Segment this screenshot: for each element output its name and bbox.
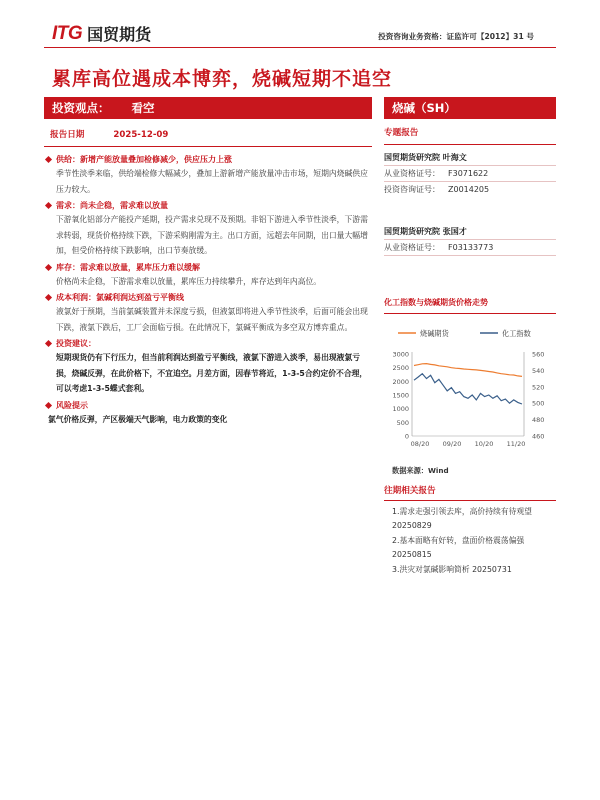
y-right-tick-label: 540: [532, 366, 545, 375]
section-title-demand: 需求：尚未企稳，需求难以放量: [44, 199, 370, 212]
price-chart: [384, 322, 556, 462]
section-body-risk: 氯气价格反弹，产区极端天气影响，电力政策的变化: [48, 414, 228, 424]
logo-mark: ITG: [52, 22, 83, 44]
legend-label-1: 烧碱期货: [420, 329, 449, 338]
y-left-tick-label: 3000: [392, 350, 409, 359]
chart-title-divider: [384, 313, 556, 314]
analyst-block-2: [384, 224, 556, 256]
past-reports: [384, 484, 556, 579]
y-left-tick-label: 1500: [392, 391, 409, 400]
y-right-tick-label: 560: [532, 350, 545, 359]
analyst-name: 国贸期货研究院 叶海文: [384, 153, 467, 162]
diamond-bullet-icon: [45, 156, 52, 163]
past-report-item[interactable]: 2.基本面略有好转，盘面价格震荡偏强 20250815: [392, 536, 525, 559]
section-title-cost-profit: 成本利润：氯碱利润达到盈亏平衡线: [44, 291, 370, 304]
analysis-content: [44, 153, 370, 429]
viewpoint-label: 投资观点：: [52, 101, 110, 115]
x-tick-label: 08/20: [410, 440, 430, 448]
analyst-block-1: [384, 150, 556, 197]
header-divider: [44, 47, 556, 48]
diamond-bullet-icon: [45, 401, 52, 408]
analyst-cert: 从业资格证号： F3071622: [384, 169, 489, 178]
section-body-supply: 季节性淡季来临，供给端检修大幅减少，叠加上游新增产能放量冲击市场，短期内烧碱供应压力较大。: [56, 169, 368, 194]
x-tick-label: 10/20: [474, 440, 494, 448]
y-left-tick-label: 1000: [392, 405, 409, 414]
diamond-bullet-icon: [45, 294, 52, 301]
special-report-divider: [384, 144, 556, 145]
report-date-label: 报告日期: [50, 130, 85, 140]
analyst-cert: 投资咨询证号： Z0014205: [384, 185, 490, 194]
date-divider: [44, 146, 372, 147]
section-body-inventory: 价格尚未企稳，下游需求难以放量，累库压力持续攀升，库存达到年内高位。: [56, 276, 322, 286]
y-right-tick-label: 500: [532, 399, 545, 408]
y-right-tick-label: 460: [532, 432, 545, 441]
series-line-2: [414, 374, 522, 404]
product-name: 烧碱（SH）: [392, 101, 456, 115]
past-report-item[interactable]: 1.需求走强引领去库，高价持续有待观望 20250829: [392, 507, 532, 530]
special-report-header: [384, 126, 556, 145]
diamond-bullet-icon: [45, 340, 52, 347]
viewpoint-bar: [44, 97, 372, 119]
section-body-demand: 下游氧化铝部分产能投产延期，投产需求兑现不及预期。非铝下游进入季节性淡季，下游需求转弱，现货价格持续下跌，下游采购刚需为主。出口方面，远超去年同期，出口量大幅增加，但受价格持续下跌影响，出口节奏放缓。: [56, 215, 368, 255]
diamond-bullet-icon: [45, 202, 52, 209]
product-bar: [384, 97, 556, 119]
section-title-supply: 供给：新增产能放量叠加检修减少，供应压力上涨: [44, 153, 370, 166]
y-left-tick-label: 2000: [392, 377, 409, 386]
report-date: [50, 128, 168, 140]
chart-header: [384, 297, 556, 314]
y-left-tick-label: 500: [396, 418, 409, 427]
chart-title: 化工指数与烧碱期货价格走势: [384, 298, 488, 307]
section-title-advice: 投资建议：: [44, 337, 370, 350]
chart-source: 数据来源：Wind: [392, 466, 449, 475]
series-line-1: [414, 364, 522, 377]
page-header: [0, 0, 600, 48]
y-left-tick-label: 2500: [392, 364, 409, 373]
past-reports-title: 往期相关报告: [384, 486, 436, 496]
logo-text: 国贸期货: [87, 25, 152, 44]
section-body-advice: 短期现货仍有下行压力，但当前利润达到盈亏平衡线，液氯下游进入淡季，易出现液氯亏损，烧碱反弹，在此价格下，不宜追空。月差方面，因春节将近，1-3-5合约定价不合理，可以考虑1-3-5蝶式套利。: [56, 353, 368, 393]
legend-label-2: 化工指数: [502, 329, 531, 338]
logo: [52, 22, 151, 45]
section-body-cost-profit: 液氯好于预期，当前氯碱装置并未深度亏损，但液氯即将进入季节性淡季，后面可能会出现下跌，液氯下跌后，工厂会面临亏损。在此情况下，氯碱平衡成为多空双方博弈重点。: [56, 307, 368, 332]
analyst-divider: [384, 255, 556, 256]
y-right-tick-label: 520: [532, 383, 545, 392]
y-right-tick-label: 480: [532, 416, 545, 425]
special-report-title: 专题报告: [384, 128, 419, 138]
y-left-tick-label: 0: [404, 432, 409, 441]
past-report-item[interactable]: 3.洪灾对氯碱影响简析 20250731: [392, 565, 512, 574]
diamond-bullet-icon: [45, 263, 52, 270]
analyst-cert: 从业资格证号： F03133773: [384, 243, 494, 252]
analyst-name: 国贸期货研究院 张国才: [384, 227, 467, 236]
x-tick-label: 09/20: [442, 440, 462, 448]
x-tick-label: 11/20: [506, 440, 526, 448]
past-reports-divider: [384, 500, 556, 501]
viewpoint-value: 看空: [131, 101, 155, 115]
report-title: 累库高位遇成本博弈，烧碱短期不追空: [52, 68, 393, 90]
section-title-inventory: 库存：需求难以放量，累库压力难以缓解: [44, 261, 370, 274]
report-date-value: 2025-12-09: [113, 130, 169, 140]
license-text: 投资咨询业务资格：证监许可【2012】31 号: [378, 32, 534, 41]
section-title-risk: 风险提示: [44, 399, 370, 412]
